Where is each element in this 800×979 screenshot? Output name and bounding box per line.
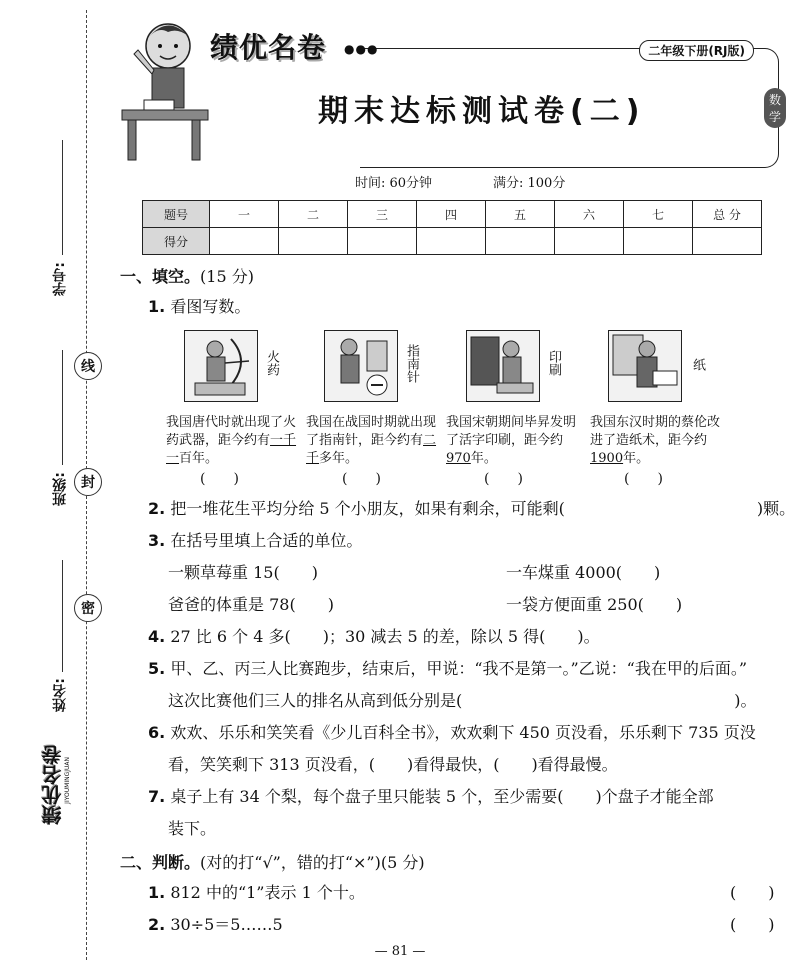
q6 (148, 722, 756, 744)
section2-title: 二、判断。 (120, 853, 201, 872)
caption-text: 多年。 (319, 451, 359, 466)
caption-text: 百年。 (179, 451, 219, 466)
q1 (148, 296, 250, 318)
q2-text: 把一堆花生平均分给 5 个小朋友，如果有剩余，可能剩( )颗。 (170, 499, 796, 518)
archer-picture (184, 330, 258, 402)
q1-item-gunpowder (184, 330, 279, 402)
caption-text: 我国东汉时期的蔡伦改进了造纸术，距今约 (590, 415, 721, 448)
s2-q1 (148, 882, 365, 904)
score-table-cell: 总 分 (693, 201, 762, 228)
section1-points: (15 分) (200, 267, 254, 286)
score-input-cell[interactable] (624, 228, 693, 255)
score-input-cell[interactable] (555, 228, 624, 255)
q3 (148, 530, 362, 552)
caption-answer: 970 (446, 451, 471, 466)
score-table-cell: 二 (279, 201, 348, 228)
brand-dots: ●●● (344, 42, 379, 56)
caption-text: 年。 (470, 451, 497, 466)
score-input-cell[interactable] (486, 228, 555, 255)
q4-number: 4. (148, 627, 166, 646)
subject-badge (764, 88, 786, 128)
full-score-info: 满分: 100分 (493, 176, 566, 191)
score-table-cell: 四 (417, 201, 486, 228)
s2-q2 (148, 914, 283, 936)
q5-line2: 这次比赛他们三人的排名从高到低分别是( )。 (168, 691, 757, 710)
brand-vertical-logo (38, 745, 71, 825)
brand-pinyin: JIYOUMINGJUAN (64, 757, 71, 804)
q4 (148, 626, 600, 648)
paper-label: 纸 (690, 358, 705, 371)
gunpowder-label: 火药 (264, 350, 279, 376)
q3-number: 3. (148, 531, 166, 550)
page-number: — 81 — (374, 944, 426, 959)
q3-item-b: 一车煤重 4000( ) (506, 563, 661, 582)
q5-line1: 甲、乙、丙三人比赛跑步，结束后，甲说：“我不是第一。”乙说：“我在甲的后面。” (170, 659, 748, 678)
compass-label: 指南针 (404, 344, 419, 383)
score-table-cell: 题号 (143, 201, 210, 228)
caption-paper (590, 414, 728, 468)
caption-text: 我国宋朝期间毕昇发明了活字印刷，距今约 (446, 415, 577, 448)
score-table-cell: 一 (210, 201, 279, 228)
section1-heading (120, 264, 254, 287)
subject-text: 数学 (768, 93, 781, 124)
s2-q2-answer-blank[interactable]: ( ) (730, 915, 775, 934)
seal-mi: 密 (74, 594, 102, 622)
q3-item-c: 爸爸的体重是 78( ) (168, 595, 334, 614)
s2-q2-text: 30÷5＝5……5 (170, 915, 283, 934)
q1-item-compass (324, 330, 419, 402)
caption-compass (306, 414, 444, 468)
grade-tab: 二年级下册(RJ版) (639, 40, 754, 61)
caption-answer: 二千 (306, 433, 437, 466)
seal-feng: 封 (74, 468, 102, 496)
brand-logo: 绩优名卷 (210, 31, 327, 64)
q4-text: 27 比 6 个 4 多( )；30 减去 5 的差，除以 5 得( )。 (170, 627, 600, 646)
caption-text: 年。 (623, 451, 650, 466)
s2-q1-number: 1. (148, 883, 166, 902)
q2 (148, 498, 795, 520)
name-line (62, 560, 63, 672)
student-id-line (62, 140, 63, 255)
q1-number: 1. (148, 297, 166, 316)
q1-answer-blank-3[interactable]: ( ) (484, 471, 523, 487)
brand-vertical-text: 绩优名卷 (41, 745, 65, 825)
score-table-header-row (143, 201, 762, 228)
score-input-cell[interactable] (210, 228, 279, 255)
class-label: 班级: (52, 472, 68, 506)
boy-at-desk-illustration (120, 14, 216, 168)
section2-heading (120, 850, 425, 873)
q1-answer-blank-1[interactable]: ( ) (200, 471, 239, 487)
s2-q1-answer-blank[interactable]: ( ) (730, 883, 775, 902)
score-input-cell[interactable] (279, 228, 348, 255)
caption-answer: 一千一 (166, 433, 297, 466)
q1-item-paper (608, 330, 705, 402)
exam-title: 期末达标测试卷(二) (318, 94, 646, 129)
score-table-cell: 三 (348, 201, 417, 228)
time-info: 时间: 60分钟 (355, 176, 433, 191)
score-table-cell: 七 (624, 201, 693, 228)
caption-gunpowder (166, 414, 304, 468)
caption-printing (446, 414, 584, 468)
caption-text: 我国唐代时就出现了火药武器，距今约有 (166, 415, 297, 448)
q3-text: 在括号里填上合适的单位。 (170, 531, 363, 550)
q6-number: 6. (148, 723, 166, 742)
score-input-cell[interactable] (348, 228, 417, 255)
q1-answer-blank-2[interactable]: ( ) (342, 471, 381, 487)
score-input-cell[interactable] (693, 228, 762, 255)
printing-label: 印刷 (546, 350, 561, 376)
q1-item-printing (466, 330, 561, 402)
name-label: 姓名: (52, 678, 68, 712)
compass-picture (324, 330, 398, 402)
score-table-cell: 五 (486, 201, 555, 228)
section1-title: 一、填空。 (120, 267, 201, 286)
printing-picture (466, 330, 540, 402)
s2-q1-text: 812 中的“1”表示 1 个十。 (170, 883, 365, 902)
q7-line1: 桌子上有 34 个梨，每个盘子里只能装 5 个，至少需要( )个盘子才能全部 (170, 787, 714, 806)
score-input-cell[interactable] (417, 228, 486, 255)
student-id-label: 学号: (52, 262, 68, 296)
q6-line1: 欢欢、乐乐和笑笑看《少儿百科全书》，欢欢剩下 450 页没看，乐乐剩下 735 页没 (170, 723, 756, 742)
papermaking-picture (608, 330, 682, 402)
section2-instruction: (对的打“√”，错的打“×”)(5 分) (200, 853, 425, 872)
header-rule (378, 48, 618, 49)
caption-text: 我国在战国时期就出现了指南针，距今约有 (306, 415, 437, 448)
q5-number: 5. (148, 659, 166, 678)
seal-xian: 线 (74, 352, 102, 380)
q1-text: 看图写数。 (170, 297, 251, 316)
s2-q2-number: 2. (148, 915, 166, 934)
q7 (148, 786, 714, 808)
class-line (62, 350, 63, 465)
q7-number: 7. (148, 787, 166, 806)
score-table (142, 200, 762, 255)
score-table-score-row (143, 228, 762, 255)
q7-line2: 装下。 (168, 819, 217, 838)
q6-line2: 看，笑笑剩下 313 页没看，( )看得最快，( )看得最慢。 (168, 755, 618, 774)
caption-answer: 1900 (590, 451, 624, 466)
q5 (148, 658, 747, 680)
q3-item-a: 一颗草莓重 15( ) (168, 563, 318, 582)
score-row-label: 得分 (143, 228, 210, 255)
q3-item-d: 一袋方便面重 250( ) (506, 595, 683, 614)
q2-number: 2. (148, 499, 166, 518)
q1-answer-blank-4[interactable]: ( ) (624, 471, 663, 487)
score-table-cell: 六 (555, 201, 624, 228)
